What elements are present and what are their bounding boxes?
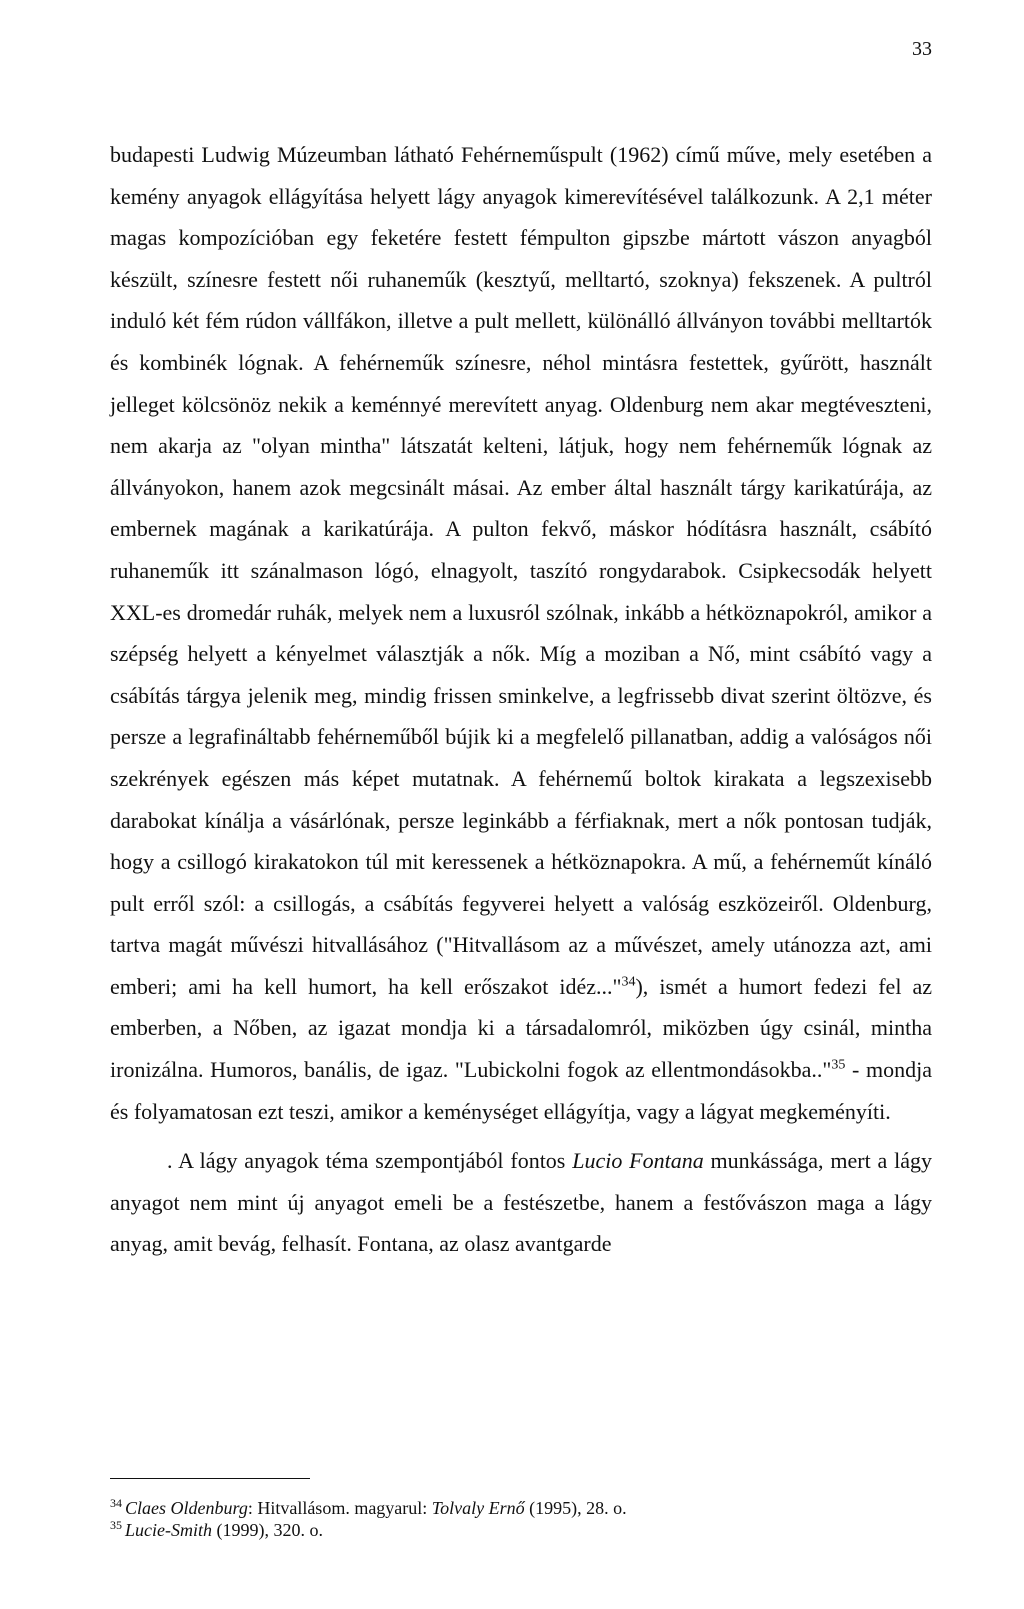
footnote-divider [110,1478,310,1479]
artist-name: Lucio Fontana [572,1148,704,1174]
footnote-ref-34: 34 [621,974,636,990]
body-text [110,134,932,1265]
paragraph-2-text-b: munkássága, mert a lágy anyagot nem mint új anyagot emeli be a festészetbe, hanem a festővászon maga a lágy anyag, amit bevág, felhasít. Fontana, az olasz avantgarde [110,1148,932,1257]
footnotes [110,1497,932,1541]
footnote-number: 34 [110,1496,122,1510]
footnote-author: Claes Oldenburg [125,1498,248,1518]
footnote-translator: Tolvaly Ernő [431,1498,525,1518]
footnote-35 [110,1519,932,1541]
paragraph-1-text-b: ), ismét a humort fedezi fel az emberben, a Nőben, az igazat mondja ki a társadalomról, miközben úgy csinál, mintha ironizálna. Humoros, banális, de igaz. "Lubickolni fogok az ellentmondásokba.." [110,973,932,1083]
page-number: 33 [912,38,932,60]
footnote-ref-35: 35 [831,1057,846,1073]
footnote-text: (1999), 320. o. [212,1520,323,1540]
paragraph-2-text-a: . A lágy anyagok téma szempontjából fontos [167,1148,573,1174]
paragraph-2 [110,1140,932,1265]
footnote-author: Lucie-Smith [125,1520,212,1540]
footnote-text: : Hitvallásom. magyarul: [247,1498,432,1518]
footnote-text: (1995), 28. o. [524,1498,627,1518]
footnote-34 [110,1497,932,1519]
paragraph-1-text-a: budapesti Ludwig Múzeumban látható Fehérneműspult (1962) című műve, mely esetében a kemény anyagok ellágyítása helyett lágy anyagok kimerevítésével találkozunk. A 2,1 méter magas kompozícióban egy feketére festett fémpulton gipszbe mártott vászon anyagból készült, színesre festett női ruhaneműk (kesztyű, melltartó, szoknya) fekszenek. A pultról induló két fém rúdon vállfákon, illetve a pult mellett, különálló állványon további melltartók és kombinék lógnak. A fehérneműk színesre, néhol mintásra festettek, gyűrött, használt jelleget kölcsönöz nekik a keménnyé merevített anyag. Oldenburg nem akar megtéveszteni, nem akarja az "olyan mintha" látszatát kelteni, látjuk, hogy nem fehérneműk lógnak az állványokon, hanem azok megcsinált másai. Az ember által használt tárgy karikatúrája, az embernek magának a karikatúrája. A pulton fekvő, máskor hódításra használt, csábító ruhaneműk itt szánalmason lógó, elnagyolt, taszító rongydarabok. Csipkecsodák helyett XXL-es dromedár ruhák, melyek nem a luxusról szólnak, inkább a hétköznapokról, amikor a szépség helyett a kényelmet választják a nők. Míg a moziban a Nő, mint csábító vagy a csábítás tárgya jelenik meg, mindig frissen sminkelve, a legfrissebb divat szerint öltözve, és persze a legrafináltabb fehérneműből bújik ki a megfelelő pillanatban, addig a valóságos női szekrények egészen más képet mutatnak. A fehérnemű boltok kirakata a legszexisebb darabokat kínálja a vásárlónak, persze leginkább a férfiaknak, mert a nők pontosan tudják, hogy a csillogó kirakatokon túl mit keressenek a hétköznapokra. A mű, a fehérneműt kínáló pult erről szól: a csillogás, a csábítás fegyverei helyett a valóság eszközeiről. Oldenburg, tartva magát művészi hitvallásához ("Hitvallásom az a művészet, amely utánozza azt, ami emberi; ami ha kell humort, ha kell erőszakot idéz..." [110,142,932,999]
paragraph-1 [110,134,932,1132]
paragraph-1-text-c: - mondja és folyamatosan ezt teszi, amikor a keménységet ellágyítja, vagy a lágyat megkeményíti. [110,1057,932,1124]
footnote-number: 35 [110,1518,122,1532]
